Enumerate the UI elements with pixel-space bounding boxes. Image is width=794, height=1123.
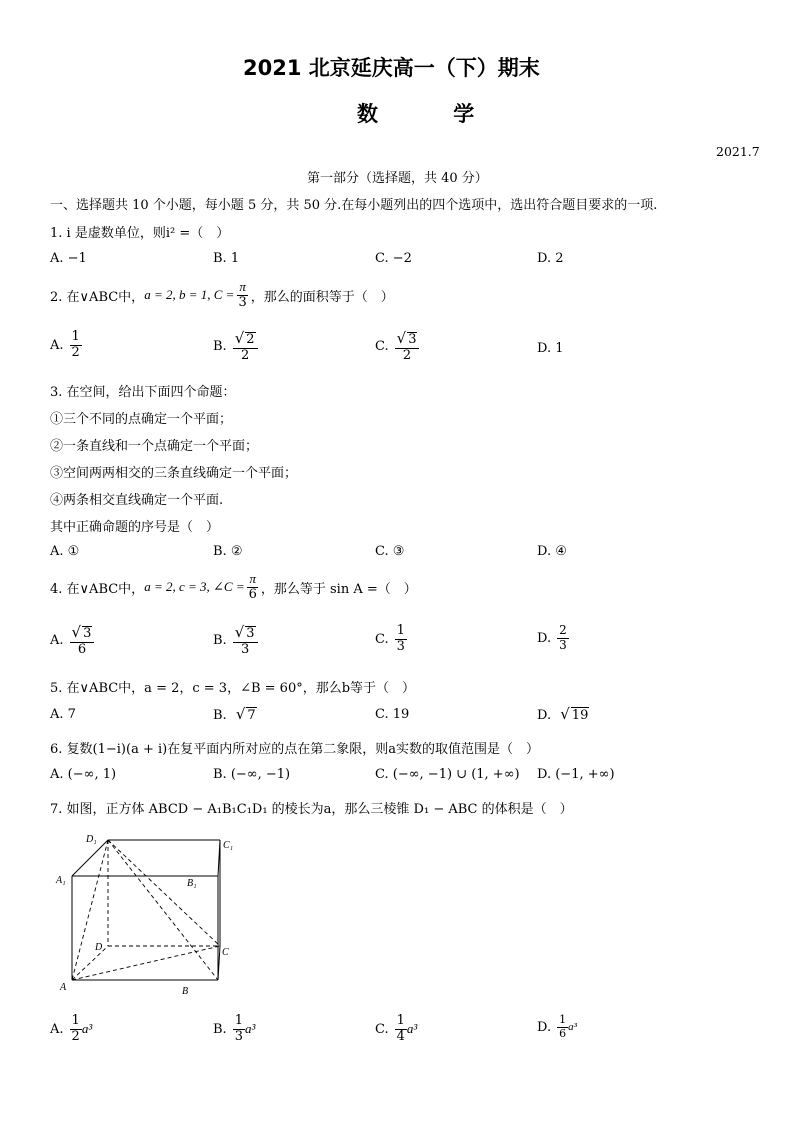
q3-stem: 3. 在空间，给出下面四个命题： [50, 385, 236, 400]
q4-c-num: 1 [396, 623, 405, 638]
sqrt-icon: √ [71, 623, 82, 641]
q7-a-den: 2 [71, 1028, 80, 1044]
q4-stem-suffix: ，那么等于 sin A =（ ） [260, 581, 417, 597]
q7-option-a-fraction [70, 1014, 82, 1045]
q1-stem: 1. i 是虚数单位，则i² =（ ） [50, 226, 230, 241]
q4-stem [50, 572, 417, 603]
q5-option-b [213, 705, 257, 723]
q2-option-b-label: B. [213, 339, 227, 355]
q7-option-b-label: B. [213, 1021, 227, 1037]
q2-option-d: D. 1 [537, 341, 564, 356]
sqrt-icon: √ [396, 329, 407, 347]
q3-option-d: D. ④ [537, 544, 567, 559]
q5-option-d-label: D. [537, 708, 552, 723]
q6-stem: 6. 复数(1−i)(a + i)在复平面内所对应的点在第二象限，则a实数的取值范围是（ ） [50, 742, 539, 757]
label-c: C [222, 947, 229, 958]
q2-b-num: 2 [246, 332, 255, 347]
q2-angle-fraction [236, 280, 248, 311]
q1-option-c: C. −2 [375, 251, 412, 266]
q4-a-den: 6 [77, 641, 87, 657]
q4-option-b-label: B. [213, 633, 227, 649]
q3-option-c: C. ③ [375, 544, 405, 559]
q7-option-d [537, 1014, 577, 1040]
q1-option-b: B. 1 [213, 251, 240, 266]
label-b1: B₁ [187, 878, 197, 889]
q2-angle-numerator: π [239, 279, 246, 294]
sqrt-icon: √ [234, 623, 245, 641]
q7-option-c-fraction [395, 1014, 407, 1045]
q5-option-d [537, 705, 589, 723]
q7-b-tail: a³ [244, 1021, 256, 1037]
cube-hidden-edges [72, 840, 220, 980]
part-heading: 第一部分（选择题，共 40 分） [307, 171, 488, 186]
q6-option-b: B. (−∞, −1) [213, 767, 291, 782]
q7-b-den: 3 [234, 1028, 243, 1044]
q4-option-a-label: A. [50, 633, 64, 649]
q6-option-a: A. (−∞, 1) [50, 767, 117, 782]
q4-option-c-label: C. [375, 631, 389, 647]
q2-c-num: 3 [408, 332, 417, 347]
page-title: 2021 北京延庆高一（下）期末 [243, 56, 540, 80]
q7-option-a [50, 1014, 92, 1045]
q7-a-tail: a³ [81, 1021, 93, 1037]
q7-d-den: 6 [559, 1026, 567, 1040]
q4-option-c [375, 624, 407, 655]
q1-option-d: D. 2 [537, 251, 564, 266]
q2-c-den: 2 [402, 347, 412, 363]
label-d: D [95, 942, 103, 953]
q6-option-d: D. (−1, +∞) [537, 767, 615, 782]
q7-d-tail: a³ [568, 1021, 577, 1034]
q4-option-b-fraction [233, 624, 258, 658]
q7-option-b-fraction [233, 1014, 245, 1045]
q2-option-c [375, 330, 419, 364]
q4-d-num: 2 [559, 623, 567, 637]
q2-option-c-label: C. [375, 339, 389, 355]
q7-a-num: 1 [71, 1013, 80, 1028]
q3-item-2: ②一条直线和一个点确定一个平面； [50, 439, 259, 454]
q5-option-b-label: B. [213, 708, 227, 723]
q2-a-num: 1 [71, 329, 80, 344]
q4-option-a-fraction [70, 624, 95, 658]
q4-option-d-label: D. [537, 630, 552, 646]
q7-c-num: 1 [396, 1013, 405, 1028]
q4-d-den: 3 [559, 637, 567, 652]
q4-a-num: 3 [83, 626, 92, 641]
label-b: B [182, 986, 189, 997]
q2-option-b [213, 330, 258, 364]
q2-option-a-fraction [70, 330, 82, 361]
q2-a-den: 2 [71, 344, 80, 360]
q4-b-den: 3 [240, 641, 250, 657]
q4-stem-prefix: 4. 在∨ABC中， [50, 581, 145, 597]
subject-title: 数 学 [357, 102, 509, 126]
q2-option-c-fraction [395, 330, 420, 364]
q2-option-a-label: A. [50, 337, 64, 353]
q3-option-b: B. ② [213, 544, 243, 559]
q1-option-a: A. −1 [50, 251, 87, 266]
q7-stem: 7. 如图，正方体 ABCD − A₁B₁C₁D₁ 的棱长为a，那么三棱锥 D₁ − ABC 的体积是（ ） [50, 802, 573, 817]
q7-option-d-label: D. [537, 1019, 552, 1035]
q4-option-b [213, 624, 258, 658]
q2-stem-prefix: 2. 在∨ABC中， [50, 289, 145, 305]
sqrt-icon: √ [234, 329, 245, 347]
label-c1: C₁ [223, 840, 234, 851]
q7-c-den: 4 [396, 1028, 405, 1044]
q4-c-den: 3 [396, 638, 405, 654]
q2-option-b-fraction [233, 330, 258, 364]
q5-d-radicand: 19 [571, 708, 589, 723]
label-a1: A₁ [56, 875, 66, 886]
q2-b-den: 2 [240, 347, 250, 363]
q4-b-num: 3 [246, 626, 255, 641]
label-a: A [60, 982, 67, 993]
q4-angle-numerator: π [249, 571, 256, 586]
exam-date: 2021.7 [716, 144, 760, 159]
cube-figure [50, 828, 250, 1003]
q2-stem [50, 280, 394, 311]
q3-question: 其中正确命题的序号是（ ） [50, 520, 220, 535]
q7-d-num: 1 [559, 1013, 567, 1026]
q7-c-tail: a³ [406, 1021, 418, 1037]
q7-option-a-label: A. [50, 1021, 64, 1037]
q6-option-c: C. (−∞, −1) ∪ (1, +∞) [375, 767, 520, 782]
sqrt-icon: √ [235, 705, 246, 723]
q7-b-num: 1 [234, 1013, 243, 1028]
q3-item-4: ④两条相交直线确定一个平面. [50, 493, 224, 508]
sqrt-icon: √ [560, 705, 570, 723]
q2-stem-values: a = 2, b = 1, C = [144, 287, 235, 303]
q7-option-d-fraction [557, 1014, 568, 1040]
q7-option-b [213, 1014, 255, 1045]
q4-angle-fraction [247, 572, 259, 603]
q4-option-d-fraction [557, 624, 569, 653]
q2-stem-suffix: ，那么的面积等于（ ） [250, 289, 394, 305]
q3-item-3: ③空间两两相交的三条直线确定一个平面； [50, 466, 298, 481]
q3-item-1: ①三个不同的点确定一个平面； [50, 412, 233, 427]
q5-stem: 5. 在∨ABC中，a = 2，c = 3，∠B = 60°，那么b等于（ ） [50, 681, 416, 696]
q4-option-a [50, 624, 94, 658]
q5-option-c: C. 19 [375, 707, 410, 722]
q4-angle-denominator: 6 [248, 586, 257, 602]
q4-option-c-fraction [395, 624, 407, 655]
q3-option-a: A. ① [50, 544, 80, 559]
section-intro: 一、选择题共 10 个小题，每小题 5 分，共 50 分.在每小题列出的四个选项中，选出符合题目要求的一项. [50, 198, 658, 213]
q7-option-c-label: C. [375, 1021, 389, 1037]
q5-b-radicand: 7 [247, 708, 256, 723]
label-d1: D₁ [86, 834, 97, 845]
q2-option-a [50, 330, 82, 361]
q4-option-d [537, 624, 569, 653]
q2-angle-denominator: 3 [238, 294, 247, 310]
q7-option-c [375, 1014, 417, 1045]
q4-stem-values: a = 2, c = 3, ∠C = [144, 579, 245, 595]
q5-option-a: A. 7 [50, 707, 76, 722]
